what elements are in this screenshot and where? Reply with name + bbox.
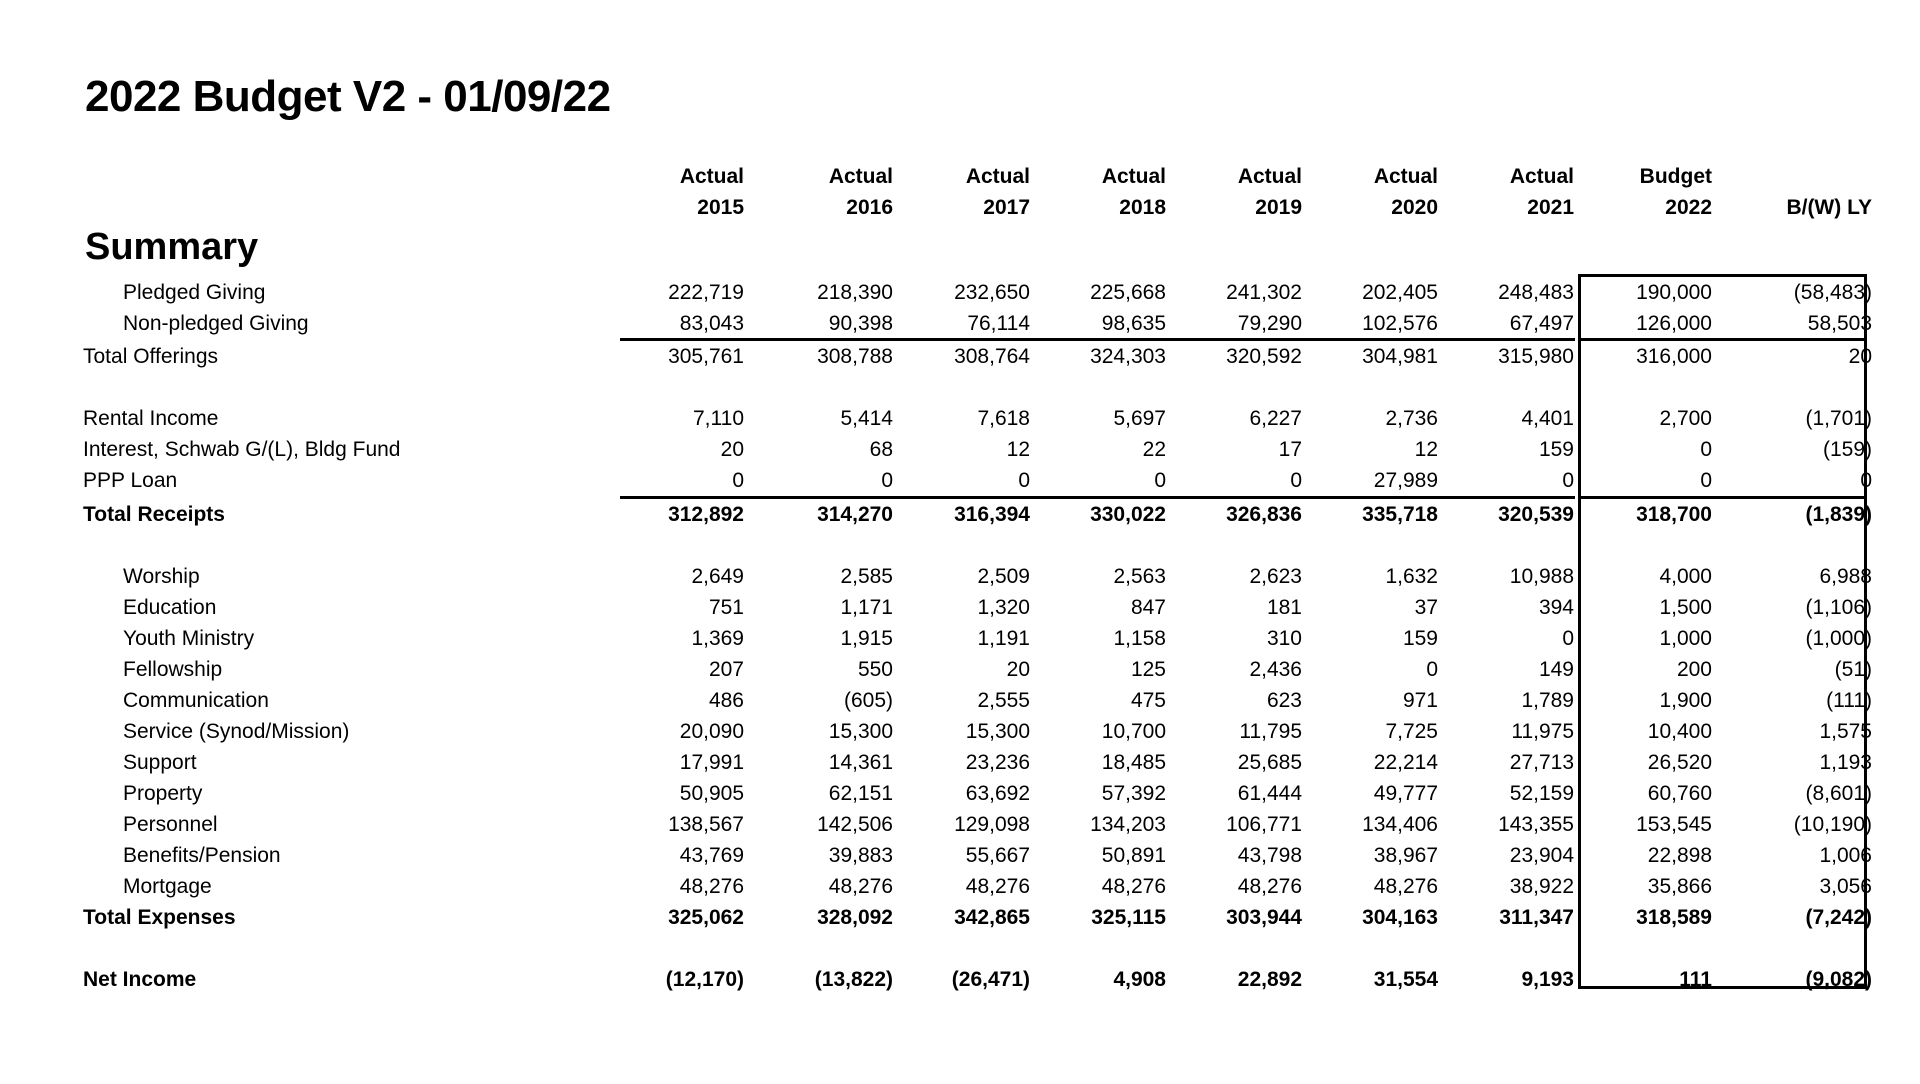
cell-actual-2017: 0 [1018,469,1030,492]
cell-actual-2020: 22,214 [1373,751,1438,774]
cell-actual-2016: 5,414 [840,407,893,430]
column-header-line2: 2016 [846,196,893,219]
cell-actual-2019: 181 [1266,596,1302,619]
cell-actual-2018: 847 [1130,596,1166,619]
cell-actual-2018: 0 [1154,469,1166,492]
cell-actual-2018: 475 [1130,689,1166,712]
cell-actual-2021: 23,904 [1509,844,1574,867]
cell-actual-2018: 18,485 [1101,751,1166,774]
cell-actual-2021: 38,922 [1509,875,1574,898]
cell-actual-2021: 149 [1538,658,1574,681]
cell-actual-2021: 0 [1562,469,1574,492]
cell-actual-2020: 1,632 [1385,565,1438,588]
cell-actual-2017: 63,692 [965,782,1030,805]
cell-actual-2017: 1,320 [977,596,1030,619]
cell-actual-2016: 328,092 [817,906,893,929]
cell-actual-2015: 0 [732,469,744,492]
cell-actual-2019: 61,444 [1237,782,1302,805]
cell-actual-2019: 11,795 [1239,720,1302,743]
row-label: Benefits/Pension [123,844,281,867]
cell-actual-2015: 2,649 [691,565,744,588]
cell-actual-2016: (13,822) [814,968,893,991]
column-header-actual-2018 [1102,161,1166,223]
column-header-line2: 2021 [1527,196,1574,219]
cell-actual-2018: 10,700 [1101,720,1166,743]
cell-actual-2018: 50,891 [1101,844,1166,867]
cell-actual-2019: 326,836 [1226,503,1302,526]
cell-actual-2021: 10,988 [1509,565,1574,588]
cell-actual-2016: 550 [857,658,893,681]
cell-actual-2015: 7,110 [693,407,744,430]
subtotal-rule [620,496,1575,499]
cell-budget-2022: 35,866 [1647,875,1712,898]
cell-actual-2020: 27,989 [1373,469,1438,492]
cell-actual-2020: 202,405 [1362,281,1438,304]
cell-actual-2016: 39,883 [828,844,893,867]
cell-actual-2018: 48,276 [1101,875,1166,898]
column-header-actual-2019 [1238,161,1302,223]
cell-actual-2018: 1,158 [1113,627,1166,650]
cell-better-worse-ly: 0 [1860,469,1872,492]
cell-actual-2018: 5,697 [1113,407,1166,430]
column-header-line2: 2019 [1255,196,1302,219]
cell-actual-2019: 320,592 [1226,345,1302,368]
cell-better-worse-ly: 1,006 [1819,844,1872,867]
cell-actual-2016: 0 [881,469,893,492]
cell-actual-2018: 4,908 [1113,968,1166,991]
cell-budget-2022: 126,000 [1636,312,1712,335]
cell-actual-2017: 55,667 [965,844,1030,867]
cell-actual-2021: 1,789 [1521,689,1574,712]
cell-actual-2020: 159 [1402,627,1438,650]
cell-budget-2022: 0 [1700,469,1712,492]
cell-actual-2018: 57,392 [1101,782,1166,805]
cell-actual-2019: 0 [1290,469,1302,492]
cell-actual-2018: 330,022 [1090,503,1166,526]
row-label: Education [123,596,217,619]
cell-actual-2017: 342,865 [954,906,1030,929]
cell-better-worse-ly: 6,988 [1819,565,1872,588]
row-label: Non-pledged Giving [123,312,309,335]
row-label: Support [123,751,197,774]
cell-actual-2015: 486 [708,689,744,712]
cell-actual-2015: 207 [708,658,744,681]
row-label: Service (Synod/Mission) [123,720,350,743]
cell-actual-2016: 14,361 [828,751,893,774]
cell-budget-2022: 318,589 [1636,906,1712,929]
cell-actual-2017: 23,236 [965,751,1030,774]
row-label: Total Expenses [83,906,236,929]
cell-budget-2022: 318,700 [1636,503,1712,526]
cell-actual-2019: 623 [1266,689,1302,712]
cell-actual-2021: 159 [1538,438,1574,461]
cell-better-worse-ly: 3,056 [1819,875,1872,898]
cell-actual-2020: 304,981 [1362,345,1438,368]
column-header-line1: Actual [1237,165,1302,188]
cell-budget-2022: 26,520 [1647,751,1712,774]
cell-actual-2018: 225,668 [1090,281,1166,304]
cell-budget-2022: 190,000 [1636,281,1712,304]
column-header-line2: 2018 [1119,196,1166,219]
cell-actual-2021: 4,401 [1521,407,1574,430]
cell-actual-2021: 67,497 [1509,312,1574,335]
column-header-line2: B/(W) LY [1786,196,1872,219]
cell-actual-2020: 7,725 [1385,720,1438,743]
cell-actual-2019: 2,436 [1249,658,1302,681]
cell-actual-2021: 11,975 [1511,720,1574,743]
cell-actual-2016: 314,270 [817,503,893,526]
cell-actual-2017: 7,618 [977,407,1030,430]
cell-actual-2018: 98,635 [1101,312,1166,335]
cell-better-worse-ly: (58,483) [1793,281,1872,304]
column-header-actual-2015 [680,161,744,223]
cell-actual-2021: 394 [1538,596,1574,619]
cell-actual-2018: 324,303 [1090,345,1166,368]
cell-actual-2018: 22 [1142,438,1166,461]
page-title: 2022 Budget V2 - 01/09/22 [85,72,611,121]
cell-actual-2021: 311,347 [1499,906,1574,929]
cell-actual-2017: 20 [1006,658,1030,681]
row-label: Interest, Schwab G/(L), Bldg Fund [83,438,401,461]
cell-actual-2020: 48,276 [1373,875,1438,898]
row-label: Property [123,782,203,805]
cell-better-worse-ly: 20 [1848,345,1872,368]
cell-budget-2022: 0 [1700,438,1712,461]
cell-better-worse-ly: (10,190) [1793,813,1872,836]
cell-actual-2015: 325,062 [668,906,744,929]
cell-actual-2015: 305,761 [668,345,744,368]
cell-actual-2020: 2,736 [1385,407,1438,430]
cell-budget-2022: 4,000 [1659,565,1712,588]
cell-better-worse-ly: (159) [1822,438,1872,461]
cell-actual-2019: 17 [1278,438,1302,461]
cell-actual-2017: 48,276 [965,875,1030,898]
cell-actual-2020: 12 [1414,438,1438,461]
cell-actual-2017: 76,114 [967,312,1030,335]
cell-budget-2022: 60,760 [1647,782,1712,805]
cell-actual-2020: 304,163 [1362,906,1438,929]
cell-actual-2016: 68 [869,438,893,461]
cell-actual-2019: 48,276 [1237,875,1302,898]
column-header-better-worse-ly [1786,161,1872,223]
cell-actual-2017: 2,555 [977,689,1030,712]
cell-budget-2022: 1,500 [1659,596,1712,619]
cell-actual-2021: 52,159 [1509,782,1574,805]
cell-actual-2016: 2,585 [840,565,893,588]
row-label: Personnel [123,813,218,836]
cell-actual-2016: 48,276 [828,875,893,898]
section-title: Summary [85,226,259,268]
column-header-line1: Actual [1373,165,1438,188]
row-label: Net Income [83,968,197,991]
cell-actual-2016: (605) [843,689,893,712]
row-label: Total Offerings [83,345,219,368]
cell-actual-2016: 62,151 [828,782,893,805]
cell-actual-2018: 134,203 [1090,813,1166,836]
column-header-line1: Actual [965,165,1030,188]
column-header-actual-2020 [1374,161,1438,223]
cell-actual-2020: 38,967 [1373,844,1438,867]
cell-actual-2019: 310 [1266,627,1302,650]
cell-budget-2022: 316,000 [1636,345,1712,368]
cell-actual-2016: 218,390 [817,281,893,304]
cell-actual-2016: 142,506 [817,813,893,836]
cell-actual-2015: 20 [720,438,744,461]
cell-actual-2019: 303,944 [1226,906,1302,929]
row-label: Total Receipts [83,503,225,526]
column-header-line1 [1786,161,1872,192]
cell-actual-2016: 308,788 [817,345,893,368]
cell-actual-2015: 138,567 [668,813,744,836]
cell-budget-2022: 10,400 [1647,720,1712,743]
cell-budget-2022: 1,900 [1659,689,1712,712]
cell-actual-2018: 2,563 [1113,565,1166,588]
cell-actual-2019: 2,623 [1249,565,1302,588]
cell-actual-2015: 43,769 [679,844,744,867]
cell-better-worse-ly: 1,193 [1819,751,1872,774]
column-header-line2: 2020 [1391,196,1438,219]
column-header-budget-2022 [1640,161,1712,223]
cell-actual-2020: 335,718 [1362,503,1438,526]
row-label: Rental Income [83,407,219,430]
cell-budget-2022: 153,545 [1636,813,1712,836]
cell-actual-2020: 37 [1414,596,1438,619]
cell-actual-2019: 106,771 [1226,813,1302,836]
cell-actual-2018: 125 [1130,658,1166,681]
column-header-line2: 2015 [697,196,744,219]
cell-actual-2019: 79,290 [1237,312,1302,335]
cell-actual-2016: 1,171 [840,596,893,619]
cell-actual-2020: 971 [1402,689,1438,712]
row-label: Communication [123,689,269,712]
cell-actual-2015: 20,090 [679,720,744,743]
column-header-actual-2017 [966,161,1030,223]
column-header-actual-2016 [829,161,893,223]
cell-actual-2015: 1,369 [691,627,744,650]
budget-highlight-box [1578,274,1867,989]
cell-budget-2022: 22,898 [1647,844,1712,867]
cell-actual-2019: 241,302 [1226,281,1302,304]
cell-actual-2017: 232,650 [954,281,1030,304]
cell-actual-2017: 15,300 [965,720,1030,743]
cell-actual-2015: 48,276 [679,875,744,898]
cell-better-worse-ly: (9,082) [1805,968,1872,991]
cell-actual-2019: 43,798 [1237,844,1302,867]
cell-actual-2017: 316,394 [954,503,1030,526]
cell-actual-2016: 1,915 [840,627,893,650]
cell-actual-2016: 15,300 [828,720,893,743]
cell-budget-2022: 1,000 [1659,627,1712,650]
cell-actual-2017: 1,191 [977,627,1030,650]
column-header-line1: Actual [1101,165,1166,188]
cell-better-worse-ly: (51) [1834,658,1872,681]
cell-actual-2019: 6,227 [1249,407,1302,430]
cell-budget-2022: 200 [1676,658,1712,681]
cell-actual-2020: 0 [1426,658,1438,681]
cell-actual-2017: (26,471) [951,968,1030,991]
cell-actual-2015: 50,905 [679,782,744,805]
column-header-actual-2021 [1510,161,1574,223]
cell-actual-2015: (12,170) [665,968,744,991]
cell-actual-2020: 134,406 [1362,813,1438,836]
cell-better-worse-ly: (7,242) [1805,906,1872,929]
cell-actual-2015: 312,892 [668,503,744,526]
cell-actual-2020: 49,777 [1373,782,1438,805]
cell-actual-2021: 0 [1562,627,1574,650]
cell-budget-2022: 2,700 [1659,407,1712,430]
cell-actual-2021: 248,483 [1498,281,1574,304]
cell-actual-2021: 27,713 [1509,751,1574,774]
cell-actual-2020: 102,576 [1362,312,1438,335]
column-header-line1: Actual [1509,165,1574,188]
cell-better-worse-ly: (1,000) [1805,627,1872,650]
cell-actual-2017: 308,764 [954,345,1030,368]
row-label: Mortgage [123,875,212,898]
cell-actual-2016: 90,398 [828,312,893,335]
column-header-line1: Actual [679,165,744,188]
cell-actual-2015: 83,043 [679,312,744,335]
cell-better-worse-ly: 58,503 [1807,312,1872,335]
cell-actual-2020: 31,554 [1373,968,1438,991]
cell-actual-2017: 2,509 [977,565,1030,588]
column-header-line2: 2022 [1665,196,1712,219]
cell-better-worse-ly: (8,601) [1805,782,1872,805]
cell-actual-2021: 143,355 [1498,813,1574,836]
cell-actual-2015: 17,991 [679,751,744,774]
row-label: Fellowship [123,658,223,681]
row-label: PPP Loan [83,469,178,492]
cell-actual-2019: 25,685 [1237,751,1302,774]
cell-better-worse-ly: (1,106) [1805,596,1872,619]
cell-actual-2021: 315,980 [1498,345,1574,368]
column-header-line2: 2017 [983,196,1030,219]
cell-actual-2017: 129,098 [954,813,1030,836]
cell-actual-2021: 9,193 [1521,968,1574,991]
row-label: Pledged Giving [123,281,266,304]
cell-better-worse-ly: (111) [1826,689,1872,712]
cell-actual-2017: 12 [1006,438,1030,461]
column-header-line1: Actual [828,165,893,188]
cell-budget-2022: 111 [1679,968,1712,991]
cell-better-worse-ly: (1,701) [1805,407,1872,430]
cell-actual-2019: 22,892 [1237,968,1302,991]
cell-actual-2021: 320,539 [1498,503,1574,526]
cell-better-worse-ly: 1,575 [1819,720,1872,743]
row-label: Youth Ministry [123,627,255,650]
cell-better-worse-ly: (1,839) [1805,503,1872,526]
row-label: Worship [123,565,200,588]
column-header-line1: Budget [1639,165,1712,188]
cell-actual-2018: 325,115 [1091,906,1166,929]
cell-actual-2015: 751 [708,596,744,619]
subtotal-rule [620,338,1575,341]
cell-actual-2015: 222,719 [668,281,744,304]
